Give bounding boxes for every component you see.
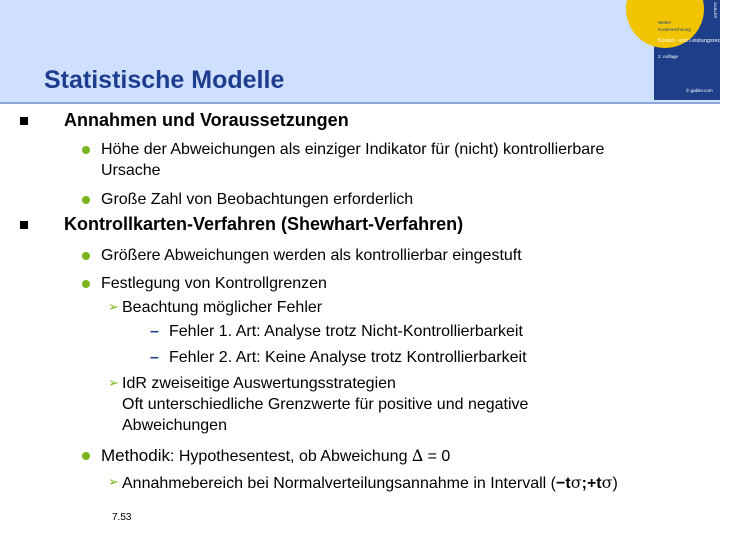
delta-symbol: ∆ — [411, 446, 424, 465]
interval-close: ) — [612, 475, 618, 492]
methodik-label: Methodik — [101, 446, 170, 465]
sub-item-text-cont: Abweichungen — [122, 417, 227, 434]
cover-author: Weber — [658, 20, 672, 25]
green-dot-bullet-icon — [82, 196, 90, 204]
dash-bullet-icon: – — [150, 349, 159, 366]
sub-item-text-cont: Oft unterschiedliche Grenzwerte für positive und negative — [122, 396, 529, 413]
cover-publisher: © gabler.com — [686, 88, 713, 93]
sub-item-text — [122, 473, 618, 494]
section-heading: Kontrollkarten-Verfahren (Shewhart-Verfahren) — [64, 214, 464, 234]
dash-item-text: Fehler 1. Art: Analyse trotz Nicht-Kontrollierbarkeit — [169, 323, 523, 340]
list-item-text: Festlegung von Kontrollgrenzen — [101, 275, 327, 292]
dash-item-text: Fehler 2. Art: Keine Analyse trotz Kontrollierbarkeit — [169, 349, 527, 366]
green-dot-bullet-icon — [82, 252, 90, 260]
sub-item-text: Beachtung möglicher Fehler — [122, 299, 323, 316]
interval-lower: −t — [556, 475, 571, 492]
annahme-text: Annahmebereich bei Normalverteilungsannahme in Intervall ( — [122, 475, 557, 492]
arrow-bullet-icon: ➢ — [108, 474, 119, 489]
green-dot-bullet-icon — [82, 452, 90, 460]
green-dot-bullet-icon — [82, 146, 90, 154]
header-divider — [0, 102, 720, 104]
methodik-text: : Hypothesentest, ob Abweichung — [169, 448, 408, 465]
list-item-text-cont: Ursache — [101, 162, 161, 179]
cover-title: Kosten- und Leistungsrechnung — [658, 38, 736, 44]
sigma-symbol: σ — [570, 473, 582, 492]
slide-title: Statistische Modelle — [44, 66, 285, 94]
arrow-bullet-icon: ➢ — [108, 299, 119, 314]
list-item-text: Größere Abweichungen werden als kontrollierbar eingestuft — [101, 247, 522, 264]
square-bullet-icon — [20, 117, 28, 125]
list-item-text — [101, 446, 450, 466]
list-item-text: Höhe der Abweichungen als einziger Indikator für (nicht) kontrollierbare — [101, 141, 605, 158]
cover-subject: Kostenrechnung — [658, 27, 691, 32]
sigma-symbol: σ — [601, 473, 613, 492]
interval-upper: ;+t — [581, 475, 602, 492]
sub-item-text: IdR zweiseitige Auswertungsstrategien — [122, 375, 396, 392]
book-cover-image — [654, 0, 736, 100]
methodik-eq: = 0 — [427, 448, 451, 465]
arrow-bullet-icon: ➢ — [108, 375, 119, 390]
list-item-text: Große Zahl von Beobachtungen erforderlich — [101, 191, 414, 208]
green-dot-bullet-icon — [82, 280, 90, 288]
section-heading: Annahmen und Voraussetzungen — [64, 110, 349, 130]
dash-bullet-icon: – — [150, 323, 159, 340]
cover-edition: 2. Auflage — [658, 54, 679, 59]
page-number: 7.53 — [112, 512, 132, 523]
square-bullet-icon — [20, 221, 28, 229]
cover-spine-text: GABLER — [713, 2, 718, 19]
